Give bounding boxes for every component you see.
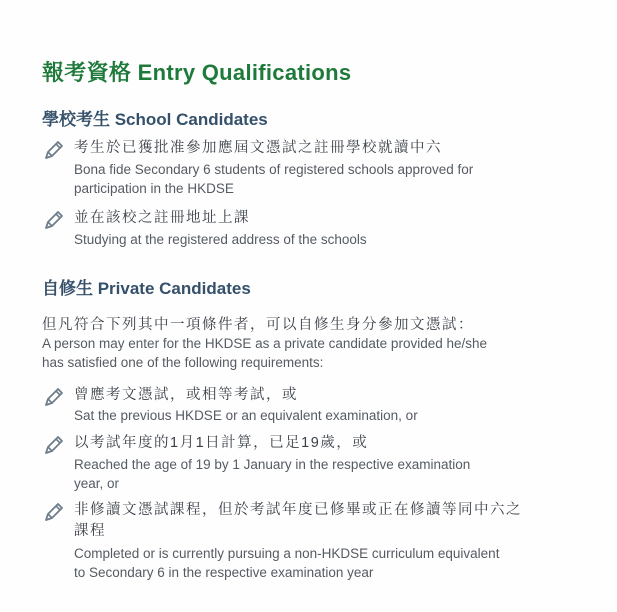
private-candidates-heading: 自修生 Private Candidates bbox=[42, 279, 251, 298]
list-item bbox=[42, 385, 582, 425]
item-zh: 以考試年度的1月1日計算，已足19歲，或 bbox=[74, 435, 369, 451]
list-item bbox=[42, 208, 582, 248]
item-zh: 非修讀文憑試課程，但於考試年度已修畢或正在修讀等同中六之 bbox=[74, 502, 522, 518]
item-en-line1: Studying at the registered address of the schools bbox=[74, 232, 367, 247]
item-en-line1: Bona fide Secondary 6 students of registered schools approved for bbox=[74, 162, 474, 177]
item-zh-line2: 課程 bbox=[74, 523, 106, 539]
list-item bbox=[42, 433, 582, 491]
pencil-icon bbox=[42, 208, 66, 232]
private-intro-zh: 但凡符合下列其中一項條件者，可以自修生身分參加文憑試： bbox=[42, 317, 474, 333]
page-title: 報考資格 Entry Qualifications bbox=[42, 60, 352, 85]
pencil-icon bbox=[42, 433, 66, 457]
school-candidates-heading: 學校考生 School Candidates bbox=[42, 110, 268, 129]
item-en-line1: Completed or is currently pursuing a non-HKDSE curriculum equivalent bbox=[74, 546, 500, 561]
private-intro-en bbox=[42, 334, 562, 372]
item-zh: 並在該校之註冊地址上課 bbox=[74, 210, 250, 226]
pencil-icon bbox=[42, 500, 66, 524]
item-zh: 考生於已獲批准參加應屆文憑試之註冊學校就讀中六 bbox=[74, 140, 442, 156]
private-intro-en-line2: has satisfied one of the following requirements: bbox=[42, 355, 324, 370]
private-intro-en-line1: A person may enter for the HKDSE as a private candidate provided he/she bbox=[42, 336, 488, 351]
item-en-line2: participation in the HKDSE bbox=[74, 181, 234, 196]
item-en-line1: Reached the age of 19 by 1 January in the respective examination bbox=[74, 457, 471, 472]
pencil-icon bbox=[42, 385, 66, 409]
item-zh: 曾應考文憑試，或相等考試，或 bbox=[74, 387, 298, 403]
item-en-line2: year, or bbox=[74, 476, 120, 491]
item-en-line2: to Secondary 6 in the respective examination year bbox=[74, 565, 374, 580]
list-item-text bbox=[42, 138, 582, 194]
item-en-line1: Sat the previous HKDSE or an equivalent examination, or bbox=[74, 408, 418, 423]
list-item bbox=[42, 500, 582, 582]
